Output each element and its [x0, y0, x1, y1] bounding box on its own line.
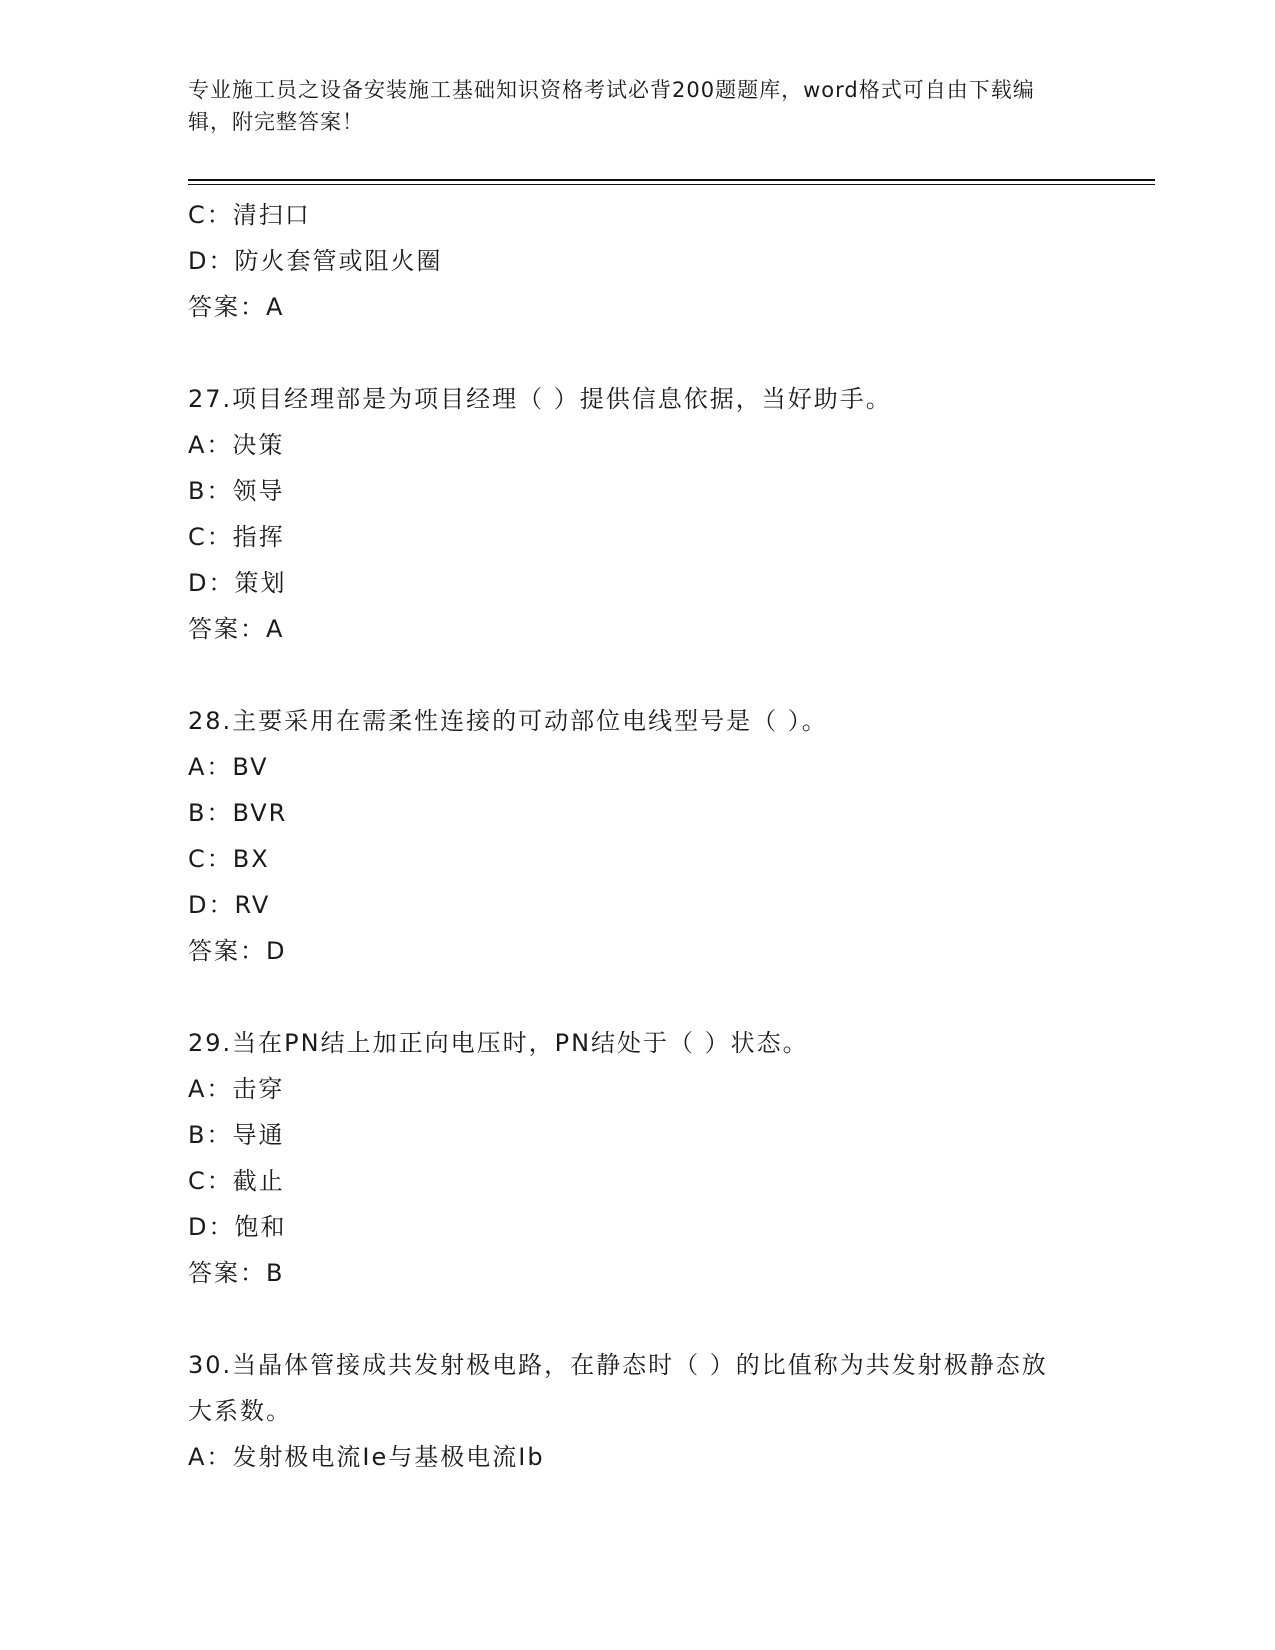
option-line: B：BVR	[188, 799, 288, 827]
option-line: A：BV	[188, 753, 269, 781]
option-line: D：RV	[188, 891, 271, 919]
option-line: D：策划	[188, 569, 287, 597]
option-line: A：决策	[188, 431, 285, 459]
option-line: D：饱和	[188, 1213, 287, 1241]
header-rule-thin	[188, 184, 1155, 185]
answer-line: 答案：B	[188, 1259, 285, 1287]
spacer	[188, 652, 1088, 698]
option-line: B：导通	[188, 1121, 285, 1149]
question-content	[188, 192, 1088, 1480]
option-line: B：领导	[188, 477, 285, 505]
option-line: C：BX	[188, 845, 270, 873]
answer-line: 答案：D	[188, 937, 287, 965]
spacer	[188, 1296, 1088, 1342]
question-line: 30.当晶体管接成共发射极电路，在静态时（ ）的比值称为共发射极静态放大系数。	[188, 1351, 1048, 1425]
option-line: C：指挥	[188, 523, 285, 551]
question-line: 29.当在PN结上加正向电压时，PN结处于（ ）状态。	[188, 1029, 809, 1057]
header-rule-thick	[188, 179, 1155, 181]
answer-line: 答案：A	[188, 615, 285, 643]
question-line: 28.主要采用在需柔性连接的可动部位电线型号是（ ）。	[188, 707, 828, 735]
spacer	[188, 974, 1088, 1020]
answer-line: 答案：A	[188, 293, 285, 321]
option-line: C：截止	[188, 1167, 285, 1195]
question-line: 27.项目经理部是为项目经理（ ）提供信息依据，当好助手。	[188, 385, 892, 413]
document-header: 专业施工员之设备安装施工基础知识资格考试必背200题题库，word格式可自由下载编辑，附完整答案！	[188, 78, 1035, 134]
option-line: A：击穿	[188, 1075, 285, 1103]
option-line: C：清扫口	[188, 201, 311, 229]
option-line: A：发射极电流Ie与基极电流Ib	[188, 1443, 545, 1471]
spacer	[188, 330, 1088, 376]
option-line: D：防火套管或阻火圈	[188, 247, 443, 275]
